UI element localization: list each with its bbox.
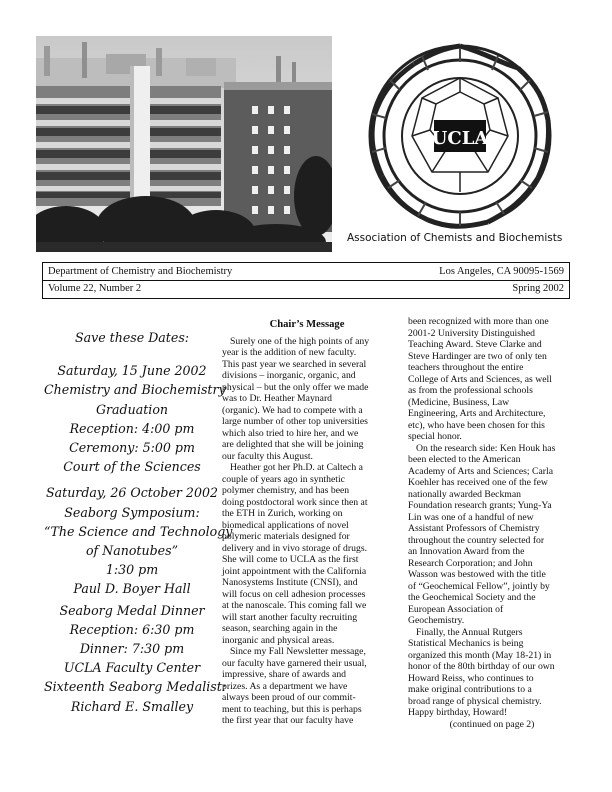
date-line: Seaborg Medal Dinner [59,602,205,618]
article-line: ment to teaching, but this is perhaps [222,703,362,715]
article-line: Lin was one of a handful of new [408,511,534,523]
article-line: Howard Reiss, who continues to [408,672,534,684]
article-line: was to Dr. Heather Maynard [222,393,333,404]
date-line: Graduation [95,401,169,417]
article-line: physical – but the only offer we made [222,381,369,393]
article-title: Chair’s Message [269,319,345,330]
article-line: divisions – inorganic, organic, and [222,370,356,381]
date-line: Saturday, 15 June 2002 [57,363,207,379]
article-line: teachers throughout the entire [408,362,524,373]
article-line: special honor. [408,431,462,442]
info-divider [43,280,569,281]
newsletter-info-box [42,262,570,299]
department-name: Department of Chemistry and Biochemistry [48,266,233,277]
article-line: year is the addition of new faculty. [222,347,357,358]
article-line: (organic). We had to compete with a [222,404,363,416]
article-line: season, searching again in the [222,623,338,634]
article-line: always been proud of our commit- [222,692,356,703]
article-line: Teaching Award. Steve Clarke and [408,339,542,350]
date-line: Ceremony: 5:00 pm [69,440,195,456]
date-line: of Nanotubes” [85,543,179,559]
article-line: doing postdoctoral work since then at [222,496,368,508]
article-line: the first year that our faculty have [222,715,354,726]
date-line: Richard E. Smalley [70,698,194,714]
article-line: She will come to UCLA as the first [222,554,359,565]
article-line: the ETH in Zurich, working on [222,508,343,519]
association-name: Association of Chemists and Biochemists [347,232,563,244]
article-line: nationally awarded Beckman [408,488,521,500]
article-line: Research Corporation; and John [408,557,533,569]
article-line: Foundation research grants; Yung-Ya [408,500,552,511]
building-photo [36,36,332,252]
article-line: organized this month (May 18-21) in [408,649,552,661]
article-line: Koehler has received one of the few [408,477,548,488]
article-line: Assistant Professors of Chemistry [408,523,540,534]
dates-header: Save these Dates: [74,330,190,345]
save-the-dates [44,328,233,716]
article-line: broad range of physical chemistry. [408,695,542,707]
date-line: Dinner: 7:30 pm [79,641,185,657]
chairs-message-column-1 [222,318,392,727]
article-line: On the research side: Ken Houk has [416,442,556,454]
article-line: Steve Hardinger are two of only ten [408,350,547,362]
article-line: Wasson was bestowed with the title [408,569,546,580]
article-line: will start another faculty recruiting [222,611,358,623]
article-line: large number of other top universities [222,416,368,427]
article-line: the Geochemical Society and the [408,592,536,603]
article-line: etc), who have been chosen for this [408,419,545,431]
date-line: Seaborg Symposium: [64,504,200,520]
article-line: Since my Fall Newsletter message, [230,646,366,657]
article-line: Happy birthday, Howard! [408,707,508,718]
article-line: European Association of [408,603,504,615]
article-line: 2001-2 University Distinguished [408,327,536,339]
article-line: Nanosystems Institute (CNSI), and [222,577,358,588]
article-line: joint appointment with the California [222,565,367,577]
continued-note: (continued on page 2) [449,718,535,730]
article-line: honor of the 80th birthday of our own [408,661,555,672]
article-line: are delighted that she will be joining [222,439,364,450]
article-line: prizes. As a department we have [222,680,348,692]
date-line: Chemistry and Biochemistry [44,382,226,398]
date-line: Reception: 6:30 pm [69,621,195,637]
date-line: Sixteenth Seaborg Medalist: [44,679,227,695]
article-line: This past year we searched in several [222,358,367,370]
article-line: been recognized with more than one [408,316,549,327]
article-line: polymer chemistry, and has been [222,485,350,496]
article-line: impressive, share of awards and [222,669,347,680]
date-line: “The Science and Technology [44,523,233,539]
article-line: polymeric materials designed for [222,531,350,542]
association-logo [348,40,570,236]
article-line: our faculty have garnered their usual, [222,657,367,669]
article-line: Heather got her Ph.D. at Caltech a [230,462,363,473]
article-line: inorganic and physical areas. [222,634,335,646]
article-line: (Medicine, Business, Law [408,396,510,408]
article-line: make original contributions to a [408,684,532,695]
logo-text: UCLA [431,128,489,149]
article-line: College of Arts and Sciences, as well [408,373,552,385]
article-line: been elected to the American [408,454,521,465]
article-line: Academy of Arts and Sciences; Carla [408,465,553,477]
article-line: our faculty this August. [222,450,313,462]
date-line: Reception: 4:00 pm [69,420,195,436]
article-line: an Innovation Award from the [408,546,525,557]
article-line: Finally, the Annual Rutgers [416,626,523,638]
location: Los Angeles, CA 90095-1569 [439,266,564,277]
article-line: at the nanoscale. This coming fall we [222,600,367,611]
volume-number: Volume 22, Number 2 [48,283,142,294]
article-line: Engineering, Arts and Architecture, [408,408,546,419]
article-line: as from the professional schools [408,385,533,396]
date-line: 1:30 pm [105,562,159,578]
article-line: Statistical Mechanics is being [408,638,524,649]
article-line: delivery and in vivo storage of drugs. [222,542,368,554]
date-line: UCLA Faculty Center [63,660,201,676]
date-line: Saturday, 26 October 2002 [46,485,218,501]
article-line: biomedical applications of novel [222,519,349,531]
article-line: will focus on cell adhesion processes [222,588,366,600]
article-line: Geochemistry. [408,615,465,626]
article-text-continued [408,316,576,719]
article-line: Surely one of the high points of any [230,335,370,347]
article-line: throughout the country selected for [408,534,545,546]
issue-season: Spring 2002 [512,283,564,294]
article-line: couple of years ago in synthetic [222,473,345,485]
article-text [222,336,392,727]
date-line: Paul D. Boyer Hall [73,581,191,597]
chairs-message-column-2 [408,316,576,730]
date-line: Court of the Sciences [63,459,201,475]
article-line: of “Geochemical Fellow”, jointly by [408,580,550,592]
article-line: which also tried to hire her, and we [222,427,359,439]
